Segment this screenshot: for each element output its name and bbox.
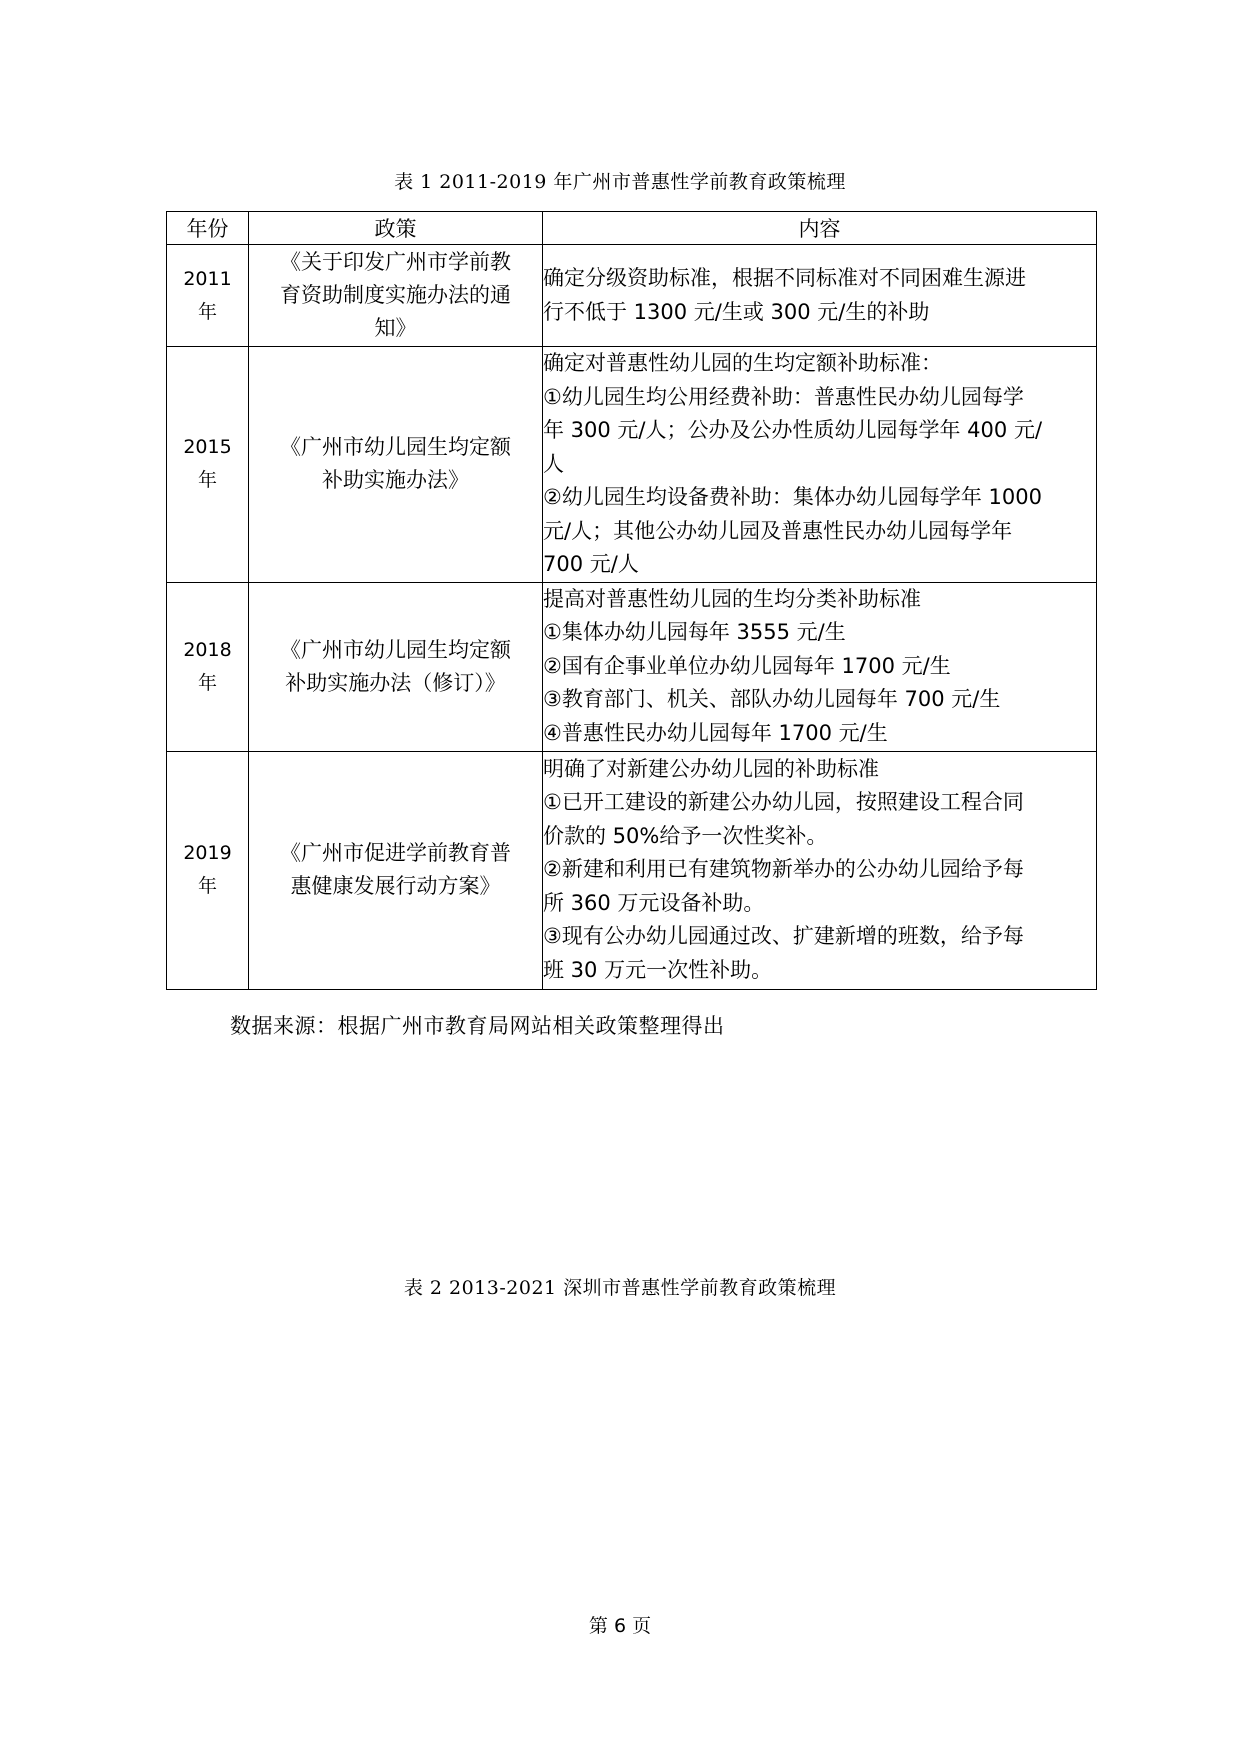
page-number: 第 6 页 — [588, 1615, 652, 1637]
year-number: 2015 — [183, 436, 232, 459]
content-line: ②新建和利用已有建筑物新举办的公办幼儿园给予每 — [543, 857, 1024, 882]
policy-cell — [249, 751, 543, 989]
year-cell — [167, 347, 249, 583]
policy-table-guangzhou — [166, 211, 1097, 990]
policy-cell — [249, 245, 543, 347]
table-row — [167, 582, 1097, 751]
policy-line: 《广州市幼儿园生均定额 — [280, 435, 511, 460]
year-suffix: 年 — [197, 300, 217, 323]
year-suffix: 年 — [197, 469, 217, 492]
content-line: 确定分级资助标准，根据不同标准对不同困难生源进 — [543, 266, 1026, 290]
content-line: 价款的 50%给予一次性奖补。 — [543, 823, 828, 848]
policy-line: 《关于印发广州市学前教 — [280, 250, 511, 274]
content-line: 行不低于 1300 元/生或 300 元/生的补助 — [543, 299, 930, 324]
table-row — [167, 751, 1097, 989]
policy-line: 《广州市促进学前教育普 — [280, 841, 511, 865]
content-line: 确定对普惠性幼儿园的生均定额补助标准： — [543, 351, 942, 375]
policy-line: 育资助制度实施办法的通 — [280, 283, 511, 307]
content-line: ③教育部门、机关、部队办幼儿园每年 700 元/生 — [543, 687, 1001, 712]
policy-line: 补助实施办法》 — [322, 468, 469, 493]
year-cell — [167, 582, 249, 751]
header-year: 年份 — [167, 212, 249, 245]
content-cell — [543, 245, 1097, 347]
content-line: ④普惠性民办幼儿园每年 1700 元/生 — [543, 720, 888, 745]
table-row — [167, 245, 1097, 347]
content-line: 人 — [543, 451, 564, 476]
year-cell — [167, 751, 249, 989]
content-line: ②幼儿园生均设备费补助：集体办幼儿园每学年 1000 — [543, 485, 1042, 509]
header-content: 内容 — [543, 212, 1097, 245]
content-line: ①已开工建设的新建公办幼儿园，按照建设工程合同 — [543, 790, 1024, 815]
year-suffix: 年 — [197, 875, 217, 897]
content-line: 所 360 万元设备补助。 — [543, 890, 765, 915]
content-line: 明确了对新建公办幼儿园的补助标准 — [543, 756, 879, 781]
policy-line: 知》 — [374, 316, 417, 340]
content-line: 年 300 元/人；公办及公办性质幼儿园每学年 400 元/ — [543, 418, 1043, 442]
table1-caption: 表 1 2011-2019 年广州市普惠性学前教育政策梳理 — [394, 171, 846, 193]
year-suffix: 年 — [197, 671, 217, 694]
content-line: 元/人；其他公办幼儿园及普惠性民办幼儿园每学年 — [543, 518, 1013, 543]
content-line: 700 元/人 — [543, 552, 639, 576]
content-line: ①幼儿园生均公用经费补助：普惠性民办幼儿园每学 — [543, 384, 1024, 409]
year-cell — [167, 245, 249, 347]
policy-line: 《广州市幼儿园生均定额 — [280, 637, 511, 662]
content-cell — [543, 751, 1097, 989]
year-number: 2011 — [183, 267, 232, 290]
policy-line: 补助实施办法（修订）》 — [285, 670, 506, 695]
content-line: 提高对普惠性幼儿园的生均分类补助标准 — [543, 586, 921, 611]
table-row — [167, 347, 1097, 583]
table2-caption: 表 2 2013-2021 深圳市普惠性学前教育政策梳理 — [403, 1277, 837, 1299]
table-header-row — [167, 212, 1097, 245]
header-policy: 政策 — [249, 212, 543, 245]
policy-cell — [249, 582, 543, 751]
policy-cell — [249, 347, 543, 583]
content-line: 班 30 万元一次性补助。 — [543, 957, 773, 982]
year-number: 2018 — [183, 638, 232, 661]
data-source-note: 数据来源：根据广州市教育局网站相关政策整理得出 — [230, 1014, 725, 1038]
content-line: ③现有公办幼儿园通过改、扩建新增的班数，给予每 — [543, 924, 1024, 949]
policy-line: 惠健康发展行动方案》 — [290, 874, 501, 898]
year-number: 2019 — [183, 842, 232, 864]
content-line: ①集体办幼儿园每年 3555 元/生 — [543, 620, 846, 645]
content-line: ②国有企事业单位办幼儿园每年 1700 元/生 — [543, 653, 951, 678]
content-cell — [543, 582, 1097, 751]
content-cell — [543, 347, 1097, 583]
